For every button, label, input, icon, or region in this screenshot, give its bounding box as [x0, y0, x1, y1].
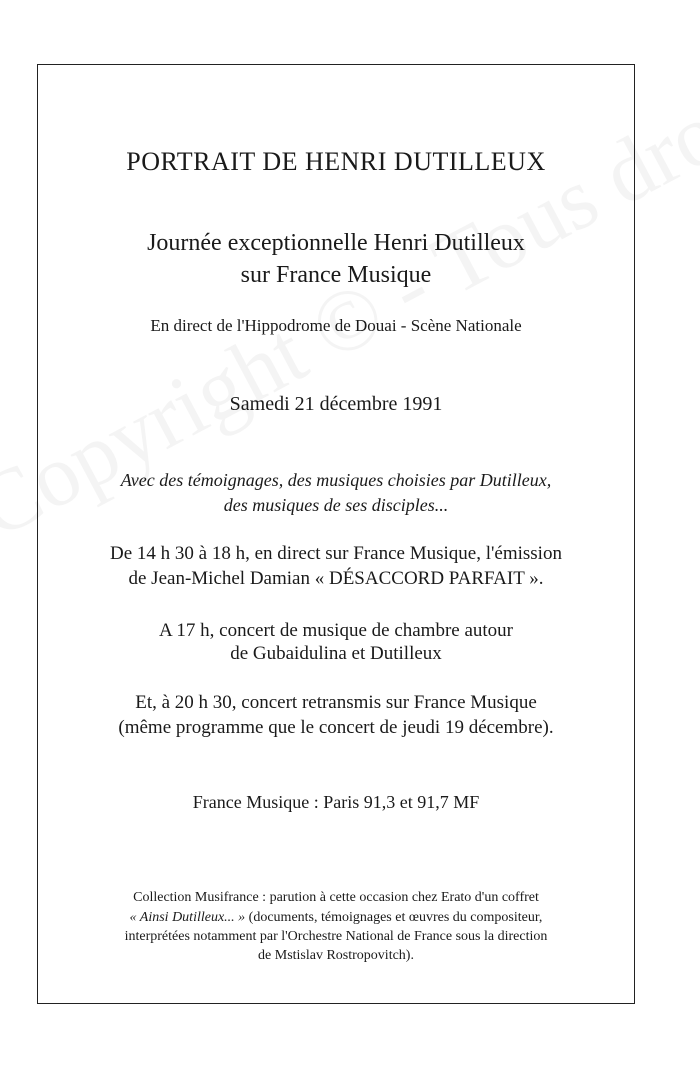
collection-title: « Ainsi Dutilleux... » [129, 910, 246, 925]
broadcast-line-2: de Jean-Michel Damian « DÉSACCORD PARFAIT ». [128, 568, 544, 589]
evening-concert-line-1: Et, à 20 h 30, concert retransmis sur France Musique [135, 692, 537, 713]
evening-concert-line-2: (même programme que le concert de jeudi 19 décembre). [118, 717, 554, 738]
subtitle-line-1: Journée exceptionnelle Henri Dutilleux [147, 230, 525, 256]
collection-note-line-4: de Mstislav Rostropovitch). [258, 948, 414, 963]
chamber-concert-line-2: de Gubaidulina et Dutilleux [230, 643, 442, 664]
chamber-concert-line-1: A 17 h, concert de musique de chambre autour [158, 620, 514, 641]
intro-line-2: des musiques de ses disciples... [223, 495, 449, 515]
collection-note-line-3: interprétées notamment par l'Orchestre National de France sous la direction [124, 929, 548, 944]
event-date: Samedi 21 décembre 1991 [229, 393, 443, 415]
intro-line-1: Avec des témoignages, des musiques choisies par Dutilleux, [120, 470, 552, 490]
collection-note-line-2 [37, 910, 635, 926]
broadcast-line-1: De 14 h 30 à 18 h, en direct sur France Musique, l'émission [110, 543, 562, 564]
collection-note-line-2-rest: (documents, témoignages et œuvres du compositeur, [245, 910, 543, 925]
collection-note-line-1: Collection Musifrance : parution à cette occasion chez Erato d'un coffret [133, 890, 539, 905]
page-border [37, 64, 635, 1004]
radio-frequencies: France Musique : Paris 91,3 et 91,7 MF [192, 792, 480, 812]
location: En direct de l'Hippodrome de Douai - Scène Nationale [150, 316, 522, 335]
subtitle-line-2: sur France Musique [240, 262, 432, 288]
page-title: PORTRAIT DE HENRI DUTILLEUX [126, 147, 546, 176]
